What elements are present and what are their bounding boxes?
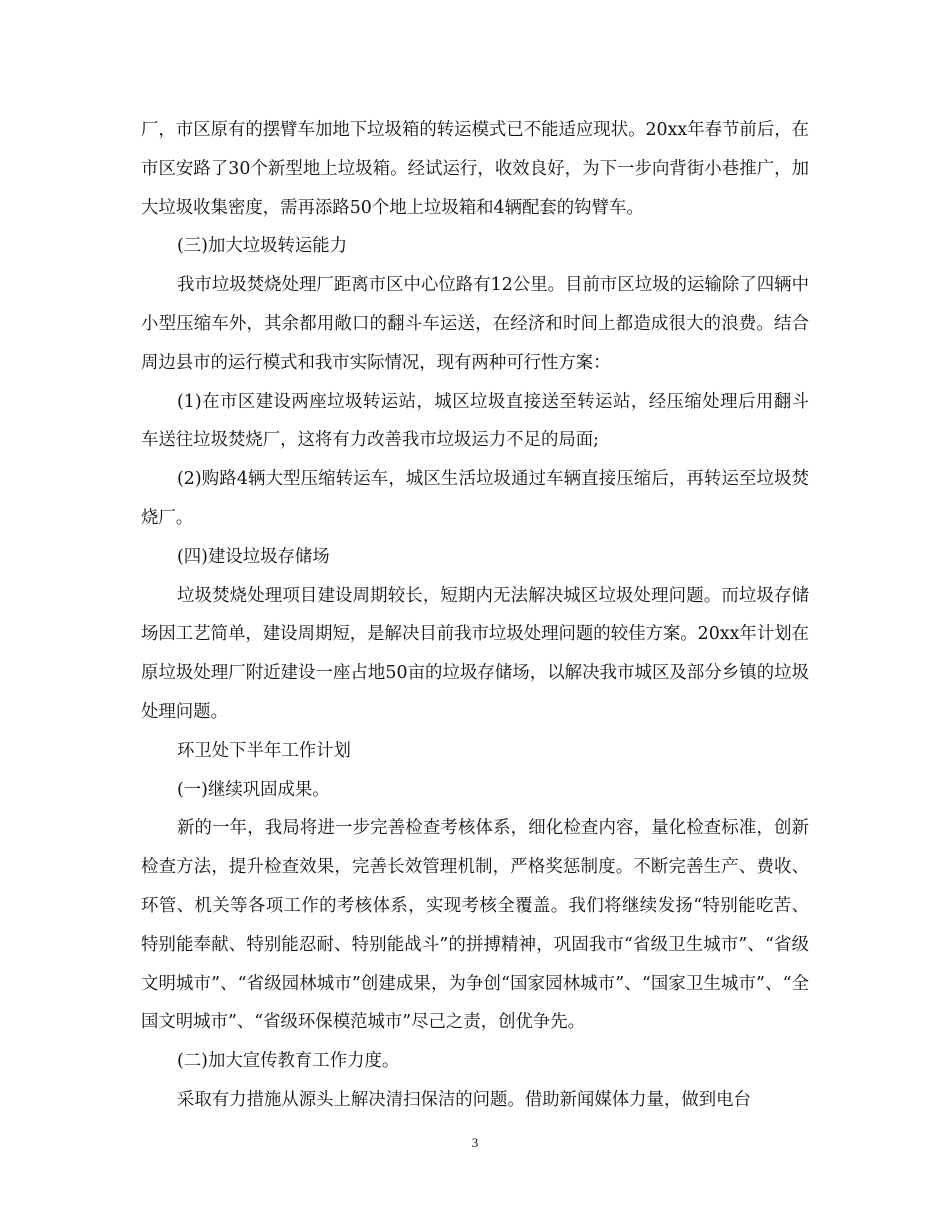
body-text [141, 111, 809, 1120]
paragraph: (四)建设垃圾存储场 [177, 546, 330, 567]
page-number: 3 [471, 1135, 479, 1150]
paragraph: 采取有力措施从源头上解决清扫保洁的问题。借助新闻媒体力量，做到电台 [177, 1089, 751, 1110]
paragraph: (1)在市区建设两座垃圾转运站，城区垃圾直接送至转运站，经压缩处理后用翻斗车送往垃圾焚烧厂，这将有力改善我市垃圾运力不足的局面; [141, 391, 809, 451]
paragraph: 新的一年，我局将进一步完善检查考核体系，细化检查内容，量化检查标准，创新检查方法，提升检查效果，完善长效管理机制，严格奖惩制度。不断完善生产、费收、环管、机关等各项工作的考核体系，实现考核全覆盖。我们将继续发扬“特别能吃苦、特别能奉献、特别能忍耐、特别能战斗”的拼搏精神，巩固我市“省级卫生城市”、“省级文明城市”、“省级园林城市”创建成果，为争创“国家园林城市”、“国家卫生城市”、“全国文明城市”、“省级环保模范城市”尽己之责，创优争先。 [141, 818, 809, 1033]
paragraph: (一)继续巩固成果。 [177, 779, 330, 800]
paragraph: 垃圾焚烧处理项目建设周期较长，短期内无法解决城区垃圾处理问题。而垃圾存储场因工艺简单，建设周期短，是解决目前我市垃圾处理问题的较佳方案。20xx年计划在原垃圾处理厂附近建设一座占地50亩的垃圾存储场，以解决我市城区及部分乡镇的垃圾处理问题。 [141, 585, 809, 722]
paragraph: (2)购路4辆大型压缩转运车，城区生活垃圾通过车辆直接压缩后，再转运至垃圾焚烧厂。 [141, 469, 809, 528]
paragraph: 环卫处下半年工作计划 [177, 740, 351, 761]
paragraph: 我市垃圾焚烧处理厂距离市区中心位路有12公里。目前市区垃圾的运输除了四辆中小型压缩车外，其余都用敞口的翻斗车运送，在经济和时间上都造成很大的浪费。结合周边县市的运行模式和我市实际情况，现有两种可行性方案： [141, 275, 809, 373]
paragraph: (二)加大宣传教育工作力度。 [177, 1051, 400, 1072]
paragraph: (三)加大垃圾转运能力 [177, 236, 348, 257]
paragraph: 厂，市区原有的摆臂车加地下垃圾箱的转运模式已不能适应现状。20xx年春节前后，在市区安路了30个新型地上垃圾箱。经试运行，收效良好，为下一步向背街小巷推广，加大垃圾收集密度，需再添路50个地上垃圾箱和4辆配套的钩臂车。 [141, 120, 809, 218]
